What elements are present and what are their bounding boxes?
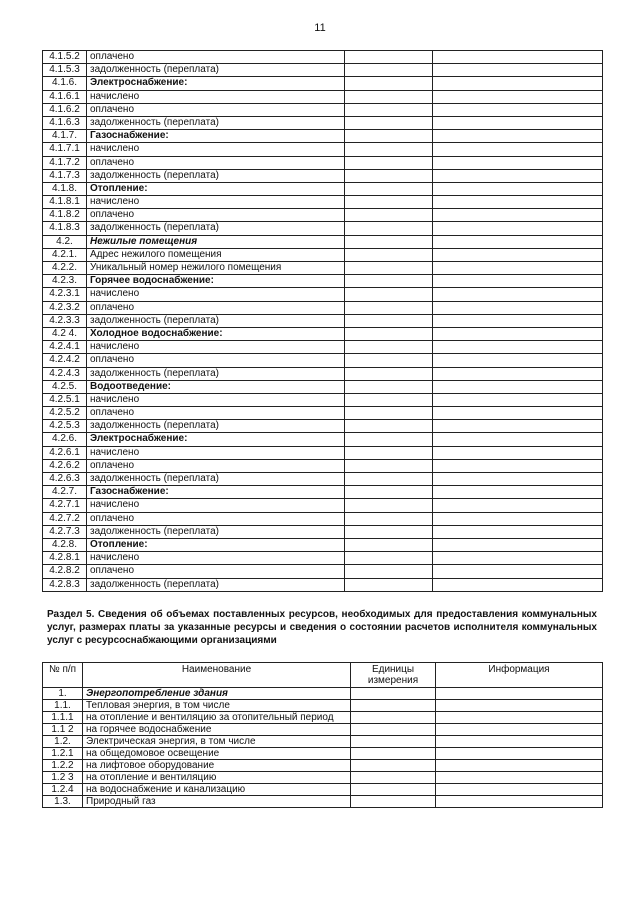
row-number: 4.2.3.2 bbox=[43, 301, 87, 314]
value-cell bbox=[433, 407, 603, 420]
value-cell bbox=[433, 499, 603, 512]
value-cell bbox=[433, 341, 603, 354]
table-row bbox=[43, 407, 603, 420]
value-cell bbox=[351, 796, 436, 808]
row-number: 4.1.8.2 bbox=[43, 209, 87, 222]
row-label: задолженность (переплата) bbox=[87, 578, 345, 591]
value-cell bbox=[345, 262, 433, 275]
resources-table-body bbox=[43, 688, 603, 808]
header-name: Наименование bbox=[83, 663, 351, 688]
table-row bbox=[43, 116, 603, 129]
value-cell bbox=[345, 341, 433, 354]
value-cell bbox=[436, 784, 603, 796]
value-cell bbox=[345, 196, 433, 209]
row-number: 4.2. bbox=[43, 235, 87, 248]
value-cell bbox=[345, 77, 433, 90]
table-row bbox=[43, 760, 603, 772]
table-row bbox=[43, 538, 603, 551]
row-label: Энергопотребление здания bbox=[83, 688, 351, 700]
value-cell bbox=[345, 446, 433, 459]
value-cell bbox=[345, 499, 433, 512]
value-cell bbox=[345, 578, 433, 591]
row-label: оплачено bbox=[87, 209, 345, 222]
value-cell bbox=[433, 525, 603, 538]
table-row bbox=[43, 486, 603, 499]
value-cell bbox=[345, 380, 433, 393]
value-cell bbox=[433, 222, 603, 235]
value-cell bbox=[433, 116, 603, 129]
row-number: 1. bbox=[43, 688, 83, 700]
row-number: 1.2.2 bbox=[43, 760, 83, 772]
table-row bbox=[43, 473, 603, 486]
value-cell bbox=[351, 772, 436, 784]
row-number: 4.2.5. bbox=[43, 380, 87, 393]
row-number: 4.1.5.2 bbox=[43, 51, 87, 64]
value-cell bbox=[345, 235, 433, 248]
row-label: Отопление: bbox=[87, 182, 345, 195]
row-number: 4.2.4.3 bbox=[43, 367, 87, 380]
value-cell bbox=[345, 354, 433, 367]
row-number: 4.1.7.3 bbox=[43, 169, 87, 182]
value-cell bbox=[433, 446, 603, 459]
value-cell bbox=[433, 130, 603, 143]
value-cell bbox=[436, 748, 603, 760]
row-number: 4.1.6.3 bbox=[43, 116, 87, 129]
row-label: оплачено bbox=[87, 103, 345, 116]
value-cell bbox=[345, 209, 433, 222]
row-label: оплачено bbox=[87, 512, 345, 525]
row-number: 4.1.8. bbox=[43, 182, 87, 195]
accruals-table-body bbox=[43, 51, 603, 592]
row-number: 1.3. bbox=[43, 796, 83, 808]
value-cell bbox=[433, 169, 603, 182]
row-label: оплачено bbox=[87, 301, 345, 314]
value-cell bbox=[351, 700, 436, 712]
row-number: 4.1.6.2 bbox=[43, 103, 87, 116]
value-cell bbox=[433, 565, 603, 578]
row-label: начислено bbox=[87, 288, 345, 301]
value-cell bbox=[433, 486, 603, 499]
value-cell bbox=[433, 380, 603, 393]
row-number: 4.2.6.2 bbox=[43, 459, 87, 472]
row-label: начислено bbox=[87, 196, 345, 209]
table-row bbox=[43, 380, 603, 393]
row-label: Газоснабжение: bbox=[87, 486, 345, 499]
table-row bbox=[43, 446, 603, 459]
value-cell bbox=[345, 143, 433, 156]
row-number: 4.2.8.3 bbox=[43, 578, 87, 591]
value-cell bbox=[345, 116, 433, 129]
value-cell bbox=[433, 552, 603, 565]
row-label: Горячее водоснабжение: bbox=[87, 275, 345, 288]
row-number: 1.2 3 bbox=[43, 772, 83, 784]
resources-table-header bbox=[43, 663, 603, 688]
value-cell bbox=[436, 700, 603, 712]
row-number: 4.2.2. bbox=[43, 262, 87, 275]
value-cell bbox=[436, 724, 603, 736]
row-label: задолженность (переплата) bbox=[87, 473, 345, 486]
row-number: 1.1 2 bbox=[43, 724, 83, 736]
row-label: оплачено bbox=[87, 407, 345, 420]
row-label: оплачено bbox=[87, 51, 345, 64]
value-cell bbox=[345, 103, 433, 116]
resources-table bbox=[42, 662, 603, 808]
table-row bbox=[43, 51, 603, 64]
value-cell bbox=[433, 459, 603, 472]
value-cell bbox=[436, 712, 603, 724]
row-label: задолженность (переплата) bbox=[87, 64, 345, 77]
value-cell bbox=[345, 288, 433, 301]
table-row bbox=[43, 367, 603, 380]
table-row bbox=[43, 248, 603, 261]
value-cell bbox=[345, 130, 433, 143]
row-number: 4.2.3. bbox=[43, 275, 87, 288]
row-number: 4.1.7.1 bbox=[43, 143, 87, 156]
row-number: 4.2.6.3 bbox=[43, 473, 87, 486]
value-cell bbox=[433, 288, 603, 301]
value-cell bbox=[345, 156, 433, 169]
row-number: 4.2.7.2 bbox=[43, 512, 87, 525]
row-number: 4.2 4. bbox=[43, 327, 87, 340]
row-number: 1.1.1 bbox=[43, 712, 83, 724]
value-cell bbox=[433, 327, 603, 340]
row-number: 4.1.7.2 bbox=[43, 156, 87, 169]
value-cell bbox=[433, 314, 603, 327]
value-cell bbox=[345, 525, 433, 538]
row-number: 4.2.5.3 bbox=[43, 420, 87, 433]
row-number: 4.2.6.1 bbox=[43, 446, 87, 459]
value-cell bbox=[345, 327, 433, 340]
row-label: задолженность (переплата) bbox=[87, 367, 345, 380]
header-units: Единицы измерения bbox=[351, 663, 436, 688]
row-label: начислено bbox=[87, 552, 345, 565]
table-row bbox=[43, 736, 603, 748]
section-5-title: Раздел 5. Сведения об объемах поставленных ресурсов, необходимых для предоставления коммунальных услуг, размерах платы за указанные ресурсы и сведения о состоянии расчетов исполнителя коммунальных услуг с ресурсоснабжающими организациями bbox=[47, 609, 597, 646]
value-cell bbox=[433, 209, 603, 222]
value-cell bbox=[433, 301, 603, 314]
value-cell bbox=[345, 367, 433, 380]
table-row bbox=[43, 209, 603, 222]
row-label: Электроснабжение: bbox=[87, 77, 345, 90]
table-row bbox=[43, 64, 603, 77]
value-cell bbox=[345, 420, 433, 433]
value-cell bbox=[351, 712, 436, 724]
table-row bbox=[43, 552, 603, 565]
table-row bbox=[43, 748, 603, 760]
row-number: 4.2.8.2 bbox=[43, 565, 87, 578]
value-cell bbox=[433, 275, 603, 288]
value-cell bbox=[351, 760, 436, 772]
table-row bbox=[43, 103, 603, 116]
value-cell bbox=[436, 736, 603, 748]
row-number: 1.2. bbox=[43, 736, 83, 748]
table-row bbox=[43, 341, 603, 354]
row-number: 4.2.8. bbox=[43, 538, 87, 551]
page-number: 11 bbox=[314, 22, 326, 34]
row-label: начислено bbox=[87, 341, 345, 354]
row-number: 1.2.1 bbox=[43, 748, 83, 760]
value-cell bbox=[345, 169, 433, 182]
table-row bbox=[43, 393, 603, 406]
row-label: на водоснабжение и канализацию bbox=[83, 784, 351, 796]
value-cell bbox=[433, 51, 603, 64]
row-number: 4.2.7.3 bbox=[43, 525, 87, 538]
value-cell bbox=[433, 182, 603, 195]
value-cell bbox=[433, 143, 603, 156]
row-label: задолженность (переплата) bbox=[87, 222, 345, 235]
header-num: № п/п bbox=[43, 663, 83, 688]
table-row bbox=[43, 77, 603, 90]
value-cell bbox=[345, 90, 433, 103]
value-cell bbox=[436, 772, 603, 784]
table-row bbox=[43, 499, 603, 512]
table-row bbox=[43, 772, 603, 784]
table-row bbox=[43, 724, 603, 736]
value-cell bbox=[345, 393, 433, 406]
table-row bbox=[43, 354, 603, 367]
row-label: Электроснабжение: bbox=[87, 433, 345, 446]
row-label: оплачено bbox=[87, 354, 345, 367]
table-row bbox=[43, 565, 603, 578]
row-label: Отопление: bbox=[87, 538, 345, 551]
table-row bbox=[43, 433, 603, 446]
value-cell bbox=[433, 196, 603, 209]
table-row bbox=[43, 420, 603, 433]
value-cell bbox=[345, 486, 433, 499]
value-cell bbox=[433, 473, 603, 486]
value-cell bbox=[345, 473, 433, 486]
row-label: на общедомовое освещение bbox=[83, 748, 351, 760]
value-cell bbox=[433, 538, 603, 551]
value-cell bbox=[433, 354, 603, 367]
value-cell bbox=[433, 512, 603, 525]
value-cell bbox=[433, 103, 603, 116]
value-cell bbox=[345, 512, 433, 525]
value-cell bbox=[345, 275, 433, 288]
row-label: начислено bbox=[87, 90, 345, 103]
row-label: начислено bbox=[87, 446, 345, 459]
value-cell bbox=[345, 182, 433, 195]
row-label: Газоснабжение: bbox=[87, 130, 345, 143]
row-number: 4.1.6.1 bbox=[43, 90, 87, 103]
row-label: задолженность (переплата) bbox=[87, 116, 345, 129]
table-row bbox=[43, 796, 603, 808]
row-number: 4.1.7. bbox=[43, 130, 87, 143]
row-label: задолженность (переплата) bbox=[87, 525, 345, 538]
value-cell bbox=[436, 760, 603, 772]
row-label: на лифтовое оборудование bbox=[83, 760, 351, 772]
value-cell bbox=[345, 248, 433, 261]
table-row bbox=[43, 301, 603, 314]
table-row bbox=[43, 262, 603, 275]
value-cell bbox=[345, 552, 433, 565]
value-cell bbox=[433, 420, 603, 433]
row-number: 4.2.4.1 bbox=[43, 341, 87, 354]
row-number: 4.2.4.2 bbox=[43, 354, 87, 367]
value-cell bbox=[433, 248, 603, 261]
accruals-table bbox=[42, 50, 603, 592]
row-label: Водоотведение: bbox=[87, 380, 345, 393]
row-number: 4.2.8.1 bbox=[43, 552, 87, 565]
value-cell bbox=[345, 51, 433, 64]
value-cell bbox=[345, 301, 433, 314]
row-label: оплачено bbox=[87, 156, 345, 169]
row-label: задолженность (переплата) bbox=[87, 314, 345, 327]
table-row bbox=[43, 700, 603, 712]
table-row bbox=[43, 712, 603, 724]
row-number: 1.2.4 bbox=[43, 784, 83, 796]
row-number: 4.2.6. bbox=[43, 433, 87, 446]
row-label: задолженность (переплата) bbox=[87, 420, 345, 433]
value-cell bbox=[351, 736, 436, 748]
row-label: задолженность (переплата) bbox=[87, 169, 345, 182]
table-row bbox=[43, 169, 603, 182]
table-row bbox=[43, 235, 603, 248]
value-cell bbox=[351, 688, 436, 700]
table-row bbox=[43, 222, 603, 235]
row-label: начислено bbox=[87, 393, 345, 406]
value-cell bbox=[345, 433, 433, 446]
table-row bbox=[43, 314, 603, 327]
row-label: на отопление и вентиляцию bbox=[83, 772, 351, 784]
table-row bbox=[43, 784, 603, 796]
value-cell bbox=[433, 235, 603, 248]
value-cell bbox=[345, 64, 433, 77]
header-info: Информация bbox=[436, 663, 603, 688]
table-row bbox=[43, 459, 603, 472]
value-cell bbox=[345, 222, 433, 235]
value-cell bbox=[433, 90, 603, 103]
value-cell bbox=[345, 459, 433, 472]
row-number: 4.1.8.3 bbox=[43, 222, 87, 235]
table-row bbox=[43, 327, 603, 340]
row-label: на горячее водоснабжение bbox=[83, 724, 351, 736]
row-label: Природный газ bbox=[83, 796, 351, 808]
table-row bbox=[43, 90, 603, 103]
table-row bbox=[43, 512, 603, 525]
row-label: Уникальный номер нежилого помещения bbox=[87, 262, 345, 275]
row-number: 4.2.5.2 bbox=[43, 407, 87, 420]
value-cell bbox=[433, 578, 603, 591]
row-number: 1.1. bbox=[43, 700, 83, 712]
table-row bbox=[43, 156, 603, 169]
value-cell bbox=[351, 724, 436, 736]
value-cell bbox=[345, 565, 433, 578]
row-label: начислено bbox=[87, 143, 345, 156]
value-cell bbox=[433, 77, 603, 90]
row-label: начислено bbox=[87, 499, 345, 512]
value-cell bbox=[345, 407, 433, 420]
table-row bbox=[43, 688, 603, 700]
table-row bbox=[43, 196, 603, 209]
value-cell bbox=[436, 688, 603, 700]
row-number: 4.2.1. bbox=[43, 248, 87, 261]
row-number: 4.1.8.1 bbox=[43, 196, 87, 209]
row-number: 4.2.5.1 bbox=[43, 393, 87, 406]
value-cell bbox=[433, 64, 603, 77]
table-row bbox=[43, 288, 603, 301]
value-cell bbox=[433, 156, 603, 169]
row-label: оплачено bbox=[87, 459, 345, 472]
row-number: 4.2.7.1 bbox=[43, 499, 87, 512]
row-label: на отопление и вентиляцию за отопительный период bbox=[83, 712, 351, 724]
row-number: 4.1.6. bbox=[43, 77, 87, 90]
table-row bbox=[43, 182, 603, 195]
row-number: 4.2.7. bbox=[43, 486, 87, 499]
value-cell bbox=[351, 748, 436, 760]
row-label: Адрес нежилого помещения bbox=[87, 248, 345, 261]
row-number: 4.2.3.3 bbox=[43, 314, 87, 327]
table-row bbox=[43, 525, 603, 538]
row-label: Электрическая энергия, в том числе bbox=[83, 736, 351, 748]
value-cell bbox=[351, 784, 436, 796]
table-row bbox=[43, 275, 603, 288]
row-label: Нежилые помещения bbox=[87, 235, 345, 248]
row-label: Холодное водоснабжение: bbox=[87, 327, 345, 340]
row-label: оплачено bbox=[87, 565, 345, 578]
value-cell bbox=[436, 796, 603, 808]
table-row bbox=[43, 578, 603, 591]
value-cell bbox=[433, 262, 603, 275]
row-number: 4.2.3.1 bbox=[43, 288, 87, 301]
row-number: 4.1.5.3 bbox=[43, 64, 87, 77]
value-cell bbox=[433, 393, 603, 406]
value-cell bbox=[433, 433, 603, 446]
value-cell bbox=[345, 314, 433, 327]
row-label: Тепловая энергия, в том числе bbox=[83, 700, 351, 712]
table-row bbox=[43, 143, 603, 156]
value-cell bbox=[433, 367, 603, 380]
value-cell bbox=[345, 538, 433, 551]
table-row bbox=[43, 130, 603, 143]
